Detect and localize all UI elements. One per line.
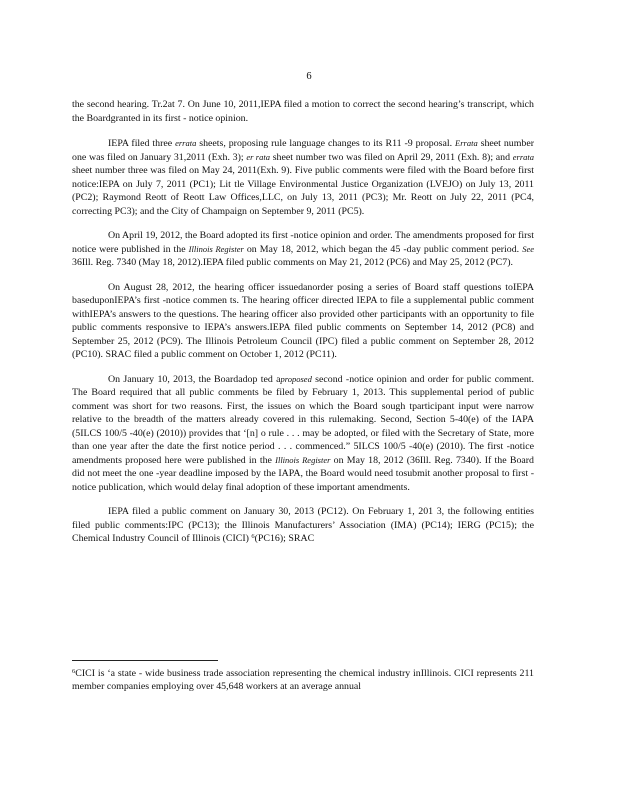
italic-run: Illinois Register bbox=[188, 243, 244, 254]
text-run: on May 18, 2012 (36Ill. Reg. 7340). If the Board did not meet the one -year deadline imposed by the IAPA, the Board would need tosubmit another proposal to first - notice publication, which would delay final adoption of these important amendments. bbox=[72, 454, 534, 493]
italic-run: errata bbox=[175, 138, 197, 148]
text-run: On January 10, 2013, the Boardadop ted a bbox=[108, 373, 281, 385]
italic-run: Illinois Register bbox=[275, 454, 331, 465]
text-run: On April 19, 2012, the Board adopted its first -notice opinion and order. The amendments proposed for first notice were published in the bbox=[72, 230, 534, 255]
text-run: IEPA filed three bbox=[108, 138, 176, 149]
italic-run: Errata bbox=[455, 138, 478, 148]
text-run: sheets, proposing rule language changes to its R11 -9 proposal. bbox=[196, 138, 456, 149]
footnote-divider bbox=[72, 660, 218, 661]
italic-run: er rata bbox=[246, 151, 270, 162]
text-run: sheet number three was filed on May 24, 2011(Exh. 9). Five public comments were filed with the Board before first notice:IEPA on July 7, 2011 (PC1); Lit tle Village Environmental Justice Organization (LVEJO) on July 13, 2011 (PC2); Raymond Reott of Reott Law Offices,LLC, on July 13, 2011 (PC3); Mr. Reott on July 22, 2011 (PC4, correcting PC3); and the City of Champaign on September 9, 2011 (PC5). bbox=[72, 165, 534, 217]
paragraph-second-notice bbox=[72, 373, 534, 495]
paragraph-text: the second hearing. Tr.2at 7. On June 10, 2011,IEPA filed a motion to correct the second hearing’s transcript, which the Boardgranted in its first - notice opinion. bbox=[72, 99, 534, 124]
footnote bbox=[72, 667, 534, 693]
text-run: second -notice opinion and order for public comment. The Board required that all public comments be filed by February 1, 2013. This supplemental period of public comment was short for two reasons. First, the issues on which the Board sough tparticipant input were narrow relative to the breadth of the matters already covered in this rulemaking. Second, Section 5-40(e) of the IAPA (5ILCS 100/5 -40(e) (2010)) provides that ‘[n] o rule . . . may be adopted, or filed with the Secretary of State, more than one year after the date the first notice period . . . commenced.” 5ILCS 100/5 -40(e) (2010). The first -notice amendments proposed here were published in the bbox=[72, 373, 534, 466]
italic-run: proposed bbox=[280, 373, 312, 384]
text-run: On August 28, 2012, the hearing officer issuedanorder posing a series of Board staff questions toIEPA baseduponIEPA’s first -notice commen ts. The hearing officer directed IEPA to file a supplemental public comment withIEPA’s answers to the questions. The hearing officer also provided other participants with an opportunity to file public comments responsive to IEPA’s answers.IEPA filed public comments on September 14, 2012 (PC8) and September 25, 2012 (PC9). The Illinois Petroleum Council (IPC) filed a public comment on September 28, 2012 (PC10). SRAC filed a public comment on October 1, 2012 (PC11). bbox=[72, 281, 534, 360]
italic-run: See bbox=[522, 243, 534, 254]
paragraph-public-comments bbox=[72, 505, 534, 546]
text-run: sheet number one was filed on January 31,2011 (Exh. 3); bbox=[72, 138, 534, 163]
text-run: sheet number two was filed on April 29, 2011 (Exh. 8); and bbox=[269, 151, 513, 163]
text-run: (PC16); SRAC bbox=[254, 533, 315, 544]
text-run: IEPA filed a public comment on January 30, 2013 (PC12). On February 1, 201 3, the following entities filed public comments:IPC (PC13); the Illinois Manufacturers’ Association (IMA) (PC14); IERG (PC15); the Chemical Industry Council of Illinois (CICI) bbox=[72, 506, 534, 544]
italic-run: errata bbox=[512, 151, 534, 162]
text-run: 36Ill. Reg. 7340 (May 18, 2012).IEPA filed public comments on May 21, 2012 (PC6) and May 25, 2012 (PC7). bbox=[72, 257, 513, 268]
paragraph-hearing-officer bbox=[72, 281, 534, 362]
text-run: on May 18, 2012, which began the 45 -day public comment period. bbox=[243, 243, 523, 255]
paragraph-errata bbox=[72, 137, 534, 218]
footnote-text: CICI is ‘a state - wide business trade association representing the chemical industry inIllinois. CICI represents 211 member companies employing over 45,648 workers at an average annual bbox=[72, 668, 534, 692]
paragraph-continuation bbox=[72, 98, 534, 125]
footnote-marker: 6 bbox=[72, 668, 76, 675]
paragraph-first-notice bbox=[72, 229, 534, 270]
footnote-reference: 6 bbox=[251, 533, 255, 540]
body-text bbox=[72, 98, 534, 557]
page-number: 6 bbox=[306, 71, 312, 82]
